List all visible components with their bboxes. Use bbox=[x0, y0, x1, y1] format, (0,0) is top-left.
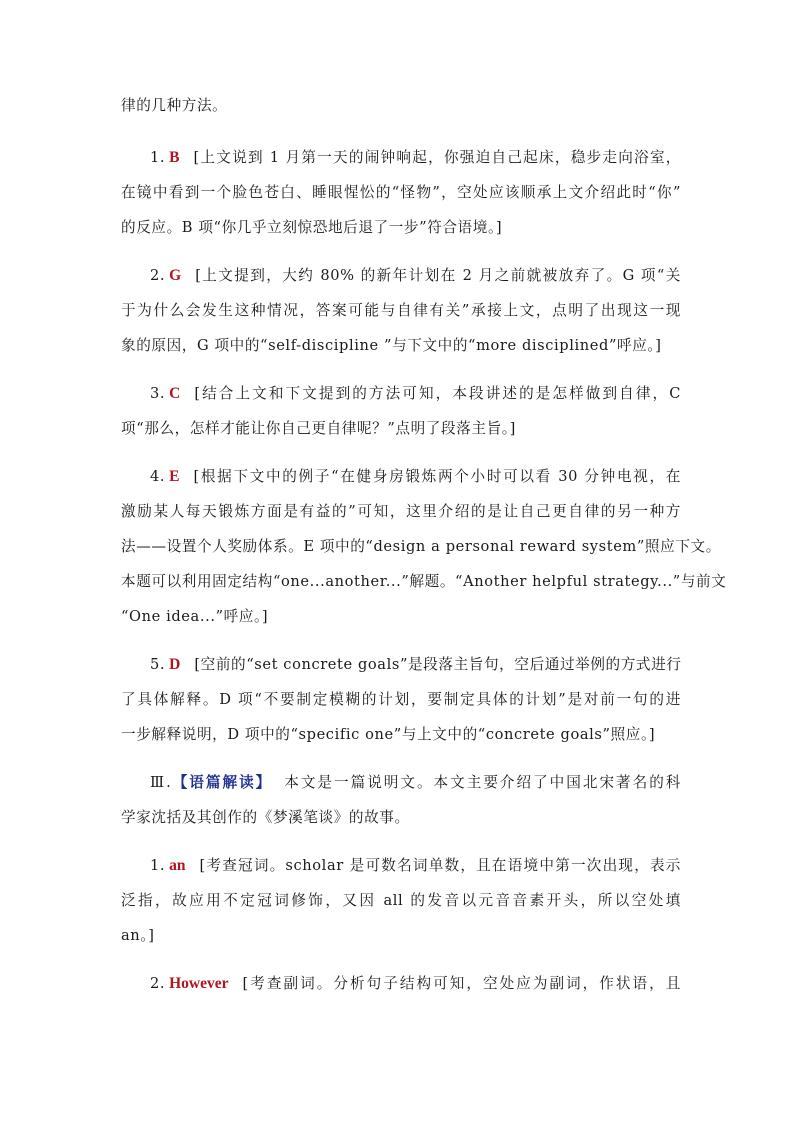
answer-item-3 bbox=[150, 384, 681, 404]
text-line: 律的几种方法。 bbox=[121, 97, 228, 114]
answer-item-6 bbox=[150, 856, 681, 876]
text-line: 象的原因，G 项中的“self-discipline ”与下文中的“more disciplined”呼应。] bbox=[121, 337, 662, 354]
section-number: Ⅲ. bbox=[150, 774, 172, 791]
text-line: 在镜中看到一个脸色苍白、睡眼惺忪的“怪物”，空处应该顺承上文介绍此时“你” bbox=[121, 184, 681, 201]
item-number: 3. bbox=[150, 385, 166, 402]
explanation-text: [考查副词。分析句子结构可知，空处应为副词，作状语，且 bbox=[242, 975, 681, 992]
answer-item-1 bbox=[150, 148, 681, 168]
answer-key: C bbox=[169, 385, 181, 402]
answer-key: B bbox=[169, 149, 180, 166]
text-line: 激励某人每天锻炼方面是有益的”可知，这里介绍的是让自己更自律的另一种方 bbox=[121, 503, 681, 520]
section-summary: 本文是一篇说明文。本文主要介绍了中国北宋著名的科 bbox=[284, 774, 681, 791]
answer-item-5 bbox=[150, 655, 681, 675]
answer-item-2 bbox=[150, 266, 681, 286]
text-line: 本题可以利用固定结构“one...another...”解题。“Another helpful strategy...”与前文 bbox=[121, 573, 727, 590]
answer-key: D bbox=[169, 656, 181, 673]
section-tag: 【语篇解读】 bbox=[171, 774, 273, 791]
answer-item-7 bbox=[150, 974, 681, 994]
text-line: 学家沈括及其创作的《梦溪笔谈》的故事。 bbox=[121, 809, 410, 826]
text-line: 一步解释说明，D 项中的“specific one”与上文中的“concrete goals”照应。] bbox=[121, 726, 656, 743]
text-line: 了具体解释。D 项“不要制定模糊的计划，要制定具体的计划”是对前一句的进 bbox=[121, 691, 681, 708]
explanation-text: [根据下文中的例子“在健身房锻炼两个小时可以看 30 分钟电视，在 bbox=[193, 468, 681, 485]
answer-key: However bbox=[169, 975, 229, 992]
text-line: 法——设置个人奖励体系。E 项中的“design a personal reward system”照应下文。 bbox=[121, 538, 721, 555]
explanation-text: [空前的“set concrete goals”是段落主旨句，空后通过举例的方式进行 bbox=[194, 656, 682, 673]
text-line: 泛指，故应用不定冠词修饰，又因 all 的发音以元音音素开头，所以空处填 bbox=[121, 892, 681, 909]
text-line: 项“那么，怎样才能让你自己更自律呢？”点明了段落主旨。] bbox=[121, 420, 516, 437]
item-number: 1. bbox=[150, 149, 166, 166]
item-number: 4. bbox=[150, 468, 166, 485]
explanation-text: [结合上文和下文提到的方法可知，本段讲述的是怎样做到自律，C bbox=[194, 385, 681, 402]
section-heading bbox=[150, 773, 681, 793]
text-line: “One idea...”呼应。] bbox=[121, 608, 269, 625]
item-number: 2. bbox=[150, 975, 166, 992]
text-line: an。] bbox=[121, 927, 155, 944]
item-number: 5. bbox=[150, 656, 166, 673]
answer-key: G bbox=[169, 267, 182, 284]
text-line: 于为什么会发生这种情况，答案可能与自律有关”承接上文，点明了出现这一现 bbox=[121, 302, 681, 319]
explanation-text: [上文说到 1 月第一天的闹钟响起，你强迫自己起床，稳步走向浴室， bbox=[193, 149, 681, 166]
explanation-text: [考查冠词。scholar 是可数名词单数，且在语境中第一次出现，表示 bbox=[199, 857, 681, 874]
text-line: 的反应。B 项“你几乎立刻惊恐地后退了一步”符合语境。] bbox=[121, 219, 503, 236]
item-number: 1. bbox=[150, 857, 166, 874]
answer-item-4 bbox=[150, 467, 681, 487]
item-number: 2. bbox=[150, 267, 166, 284]
explanation-text: [上文提到，大约 80% 的新年计划在 2 月之前就被放弃了。G 项“关 bbox=[195, 267, 681, 284]
answer-key: an bbox=[169, 857, 186, 874]
answer-key: E bbox=[169, 468, 180, 485]
